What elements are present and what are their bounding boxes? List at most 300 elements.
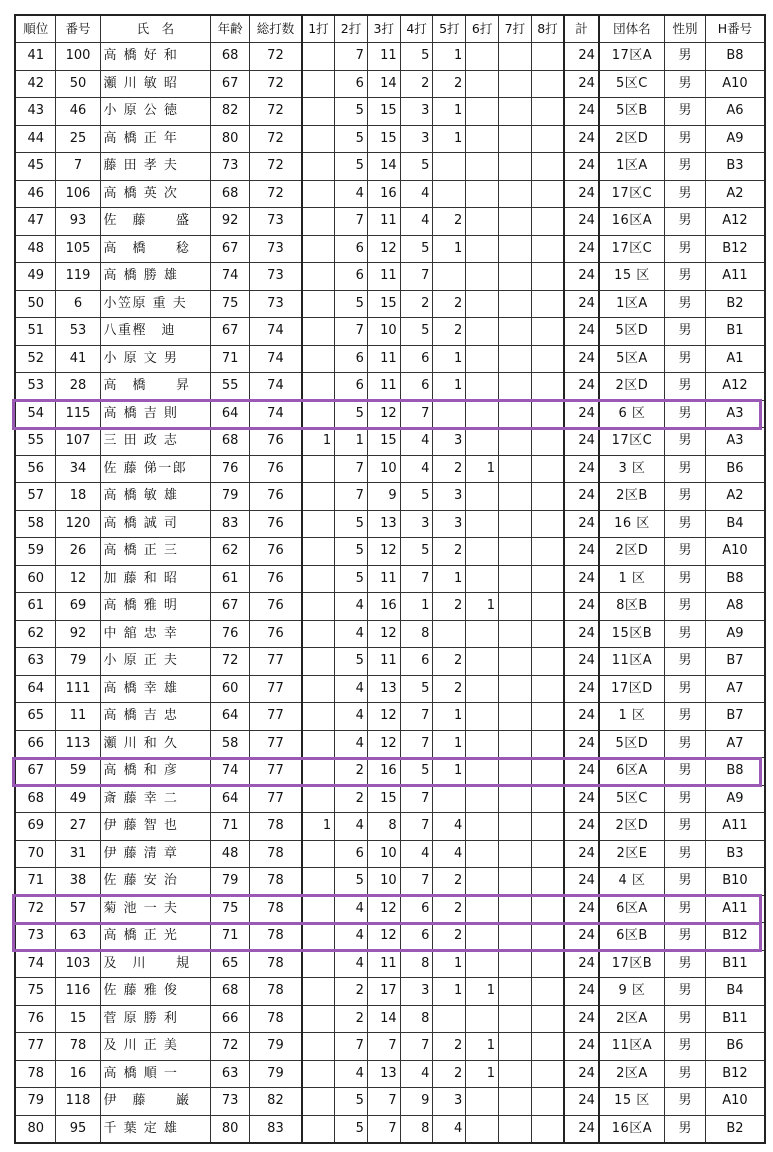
stroke-6-cell [466, 538, 499, 566]
rank-cell: 70 [15, 840, 56, 868]
stroke-5-cell: 1 [433, 345, 466, 373]
group-cell: 16区A [599, 1115, 665, 1143]
age-cell: 80 [211, 1115, 250, 1143]
name-cell: 高 橋 敏 雄 [100, 483, 211, 511]
stroke-6-cell: 1 [466, 1033, 499, 1061]
sex-cell: 男 [664, 510, 705, 538]
rank-cell: 51 [15, 318, 56, 346]
group-cell: 1区A [599, 153, 665, 181]
rank-cell: 64 [15, 675, 56, 703]
table-row [15, 950, 765, 978]
stroke-4-cell: 4 [400, 840, 433, 868]
group-cell: 1 区 [599, 703, 665, 731]
stroke-2-cell: 2 [335, 1005, 368, 1033]
stroke-7-cell [499, 703, 532, 731]
sex-cell: 男 [664, 895, 705, 923]
stroke-1-cell [302, 703, 335, 731]
stroke-4-cell: 7 [400, 868, 433, 896]
total-strokes-cell: 78 [250, 868, 302, 896]
table-row [15, 1005, 765, 1033]
sex-cell: 男 [664, 235, 705, 263]
stroke-7-cell [499, 483, 532, 511]
stroke-7-cell [499, 400, 532, 428]
stroke-3-cell: 16 [367, 593, 400, 621]
stroke-1-cell [302, 290, 335, 318]
stroke-8-cell [531, 593, 564, 621]
age-cell: 83 [211, 510, 250, 538]
stroke-2-cell: 4 [335, 620, 368, 648]
group-cell: 2区D [599, 538, 665, 566]
stroke-3-cell: 11 [367, 263, 400, 291]
group-cell: 5区C [599, 785, 665, 813]
stroke-7-cell [499, 648, 532, 676]
stroke-4-cell: 5 [400, 538, 433, 566]
stroke-2-cell: 5 [335, 538, 368, 566]
total-strokes-cell: 77 [250, 675, 302, 703]
age-cell: 68 [211, 43, 250, 71]
table-row [15, 868, 765, 896]
group-cell: 17区C [599, 180, 665, 208]
age-cell: 72 [211, 1033, 250, 1061]
sum-cell: 24 [564, 263, 599, 291]
stroke-7-cell [499, 620, 532, 648]
total-strokes-cell: 74 [250, 400, 302, 428]
stroke-6-cell [466, 125, 499, 153]
stroke-2-cell: 5 [335, 1088, 368, 1116]
stroke-3-cell: 8 [367, 813, 400, 841]
total-strokes-cell: 76 [250, 593, 302, 621]
sum-cell: 24 [564, 180, 599, 208]
stroke-2-cell: 2 [335, 758, 368, 786]
age-cell: 55 [211, 373, 250, 401]
table-row [15, 70, 765, 98]
stroke-3-cell: 17 [367, 978, 400, 1006]
rank-cell: 76 [15, 1005, 56, 1033]
table-row [15, 813, 765, 841]
stroke-6-cell [466, 620, 499, 648]
sex-cell: 男 [664, 868, 705, 896]
age-cell: 73 [211, 153, 250, 181]
sex-cell: 男 [664, 98, 705, 126]
stroke-7-cell [499, 758, 532, 786]
h-number-cell: B7 [705, 648, 765, 676]
group-cell: 6区B [599, 923, 665, 951]
table-row [15, 235, 765, 263]
rank-cell: 65 [15, 703, 56, 731]
h-number-cell: A12 [705, 373, 765, 401]
sex-cell: 男 [664, 1060, 705, 1088]
stroke-4-cell: 6 [400, 345, 433, 373]
stroke-4-cell: 2 [400, 70, 433, 98]
sex-cell: 男 [664, 180, 705, 208]
sum-cell: 24 [564, 43, 599, 71]
stroke-8-cell [531, 758, 564, 786]
number-cell: 41 [56, 345, 100, 373]
number-cell: 113 [56, 730, 100, 758]
number-cell: 38 [56, 868, 100, 896]
age-cell: 72 [211, 648, 250, 676]
age-cell: 71 [211, 345, 250, 373]
stroke-7-cell [499, 235, 532, 263]
sex-cell: 男 [664, 428, 705, 456]
stroke-8-cell [531, 648, 564, 676]
stroke-5-cell: 1 [433, 950, 466, 978]
stroke-6-cell [466, 1088, 499, 1116]
age-cell: 80 [211, 125, 250, 153]
stroke-1-cell [302, 593, 335, 621]
stroke-5-cell: 2 [433, 923, 466, 951]
group-cell: 2区E [599, 840, 665, 868]
stroke-3-cell: 15 [367, 125, 400, 153]
stroke-7-cell [499, 1060, 532, 1088]
rank-cell: 45 [15, 153, 56, 181]
number-cell: 115 [56, 400, 100, 428]
stroke-1-cell [302, 868, 335, 896]
sex-cell: 男 [664, 813, 705, 841]
name-cell: 高 橋 正 光 [100, 923, 211, 951]
stroke-1-cell [302, 235, 335, 263]
rank-cell: 78 [15, 1060, 56, 1088]
header-stroke-5: 5打 [433, 15, 466, 43]
stroke-4-cell: 3 [400, 510, 433, 538]
stroke-7-cell [499, 1005, 532, 1033]
table-row [15, 373, 765, 401]
stroke-8-cell [531, 868, 564, 896]
sum-cell: 24 [564, 125, 599, 153]
stroke-2-cell: 4 [335, 593, 368, 621]
table-row [15, 263, 765, 291]
stroke-4-cell: 3 [400, 125, 433, 153]
stroke-8-cell [531, 1005, 564, 1033]
stroke-4-cell: 3 [400, 98, 433, 126]
stroke-3-cell: 14 [367, 153, 400, 181]
table-row [15, 43, 765, 71]
stroke-8-cell [531, 895, 564, 923]
rank-cell: 61 [15, 593, 56, 621]
stroke-2-cell: 5 [335, 125, 368, 153]
stroke-2-cell: 7 [335, 455, 368, 483]
stroke-6-cell [466, 483, 499, 511]
sum-cell: 24 [564, 648, 599, 676]
stroke-8-cell [531, 318, 564, 346]
sum-cell: 24 [564, 675, 599, 703]
group-cell: 2区A [599, 1005, 665, 1033]
stroke-4-cell: 4 [400, 455, 433, 483]
stroke-2-cell: 4 [335, 895, 368, 923]
table-row [15, 153, 765, 181]
age-cell: 64 [211, 703, 250, 731]
sum-cell: 24 [564, 1060, 599, 1088]
total-strokes-cell: 78 [250, 1005, 302, 1033]
stroke-8-cell [531, 400, 564, 428]
total-strokes-cell: 74 [250, 318, 302, 346]
sum-cell: 24 [564, 1115, 599, 1143]
stroke-7-cell [499, 1033, 532, 1061]
name-cell: 高 橋 勝 雄 [100, 263, 211, 291]
sum-cell: 24 [564, 290, 599, 318]
stroke-3-cell: 11 [367, 565, 400, 593]
stroke-5-cell [433, 1005, 466, 1033]
sum-cell: 24 [564, 483, 599, 511]
stroke-4-cell: 7 [400, 400, 433, 428]
stroke-8-cell [531, 813, 564, 841]
header-number: 番号 [56, 15, 100, 43]
stroke-8-cell [531, 730, 564, 758]
stroke-1-cell [302, 373, 335, 401]
rank-cell: 44 [15, 125, 56, 153]
h-number-cell: B1 [705, 318, 765, 346]
sex-cell: 男 [664, 345, 705, 373]
rank-cell: 49 [15, 263, 56, 291]
h-number-cell: A2 [705, 180, 765, 208]
rank-cell: 50 [15, 290, 56, 318]
age-cell: 73 [211, 1088, 250, 1116]
age-cell: 79 [211, 868, 250, 896]
group-cell: 3 区 [599, 455, 665, 483]
stroke-5-cell [433, 620, 466, 648]
total-strokes-cell: 76 [250, 565, 302, 593]
number-cell: 6 [56, 290, 100, 318]
age-cell: 67 [211, 235, 250, 263]
sum-cell: 24 [564, 318, 599, 346]
total-strokes-cell: 77 [250, 785, 302, 813]
stroke-4-cell: 7 [400, 730, 433, 758]
stroke-1-cell [302, 785, 335, 813]
stroke-8-cell [531, 565, 564, 593]
stroke-4-cell: 8 [400, 620, 433, 648]
stroke-2-cell: 6 [335, 373, 368, 401]
rank-cell: 41 [15, 43, 56, 71]
table-row [15, 400, 765, 428]
stroke-8-cell [531, 950, 564, 978]
name-cell: 高 橋 英 次 [100, 180, 211, 208]
total-strokes-cell: 83 [250, 1115, 302, 1143]
stroke-8-cell [531, 510, 564, 538]
header-group: 団体名 [599, 15, 665, 43]
stroke-3-cell: 7 [367, 1115, 400, 1143]
stroke-8-cell [531, 263, 564, 291]
stroke-4-cell: 2 [400, 290, 433, 318]
stroke-5-cell: 1 [433, 978, 466, 1006]
stroke-3-cell: 12 [367, 895, 400, 923]
h-number-cell: A6 [705, 98, 765, 126]
stroke-7-cell [499, 125, 532, 153]
stroke-3-cell: 15 [367, 290, 400, 318]
stroke-2-cell: 5 [335, 1115, 368, 1143]
stroke-3-cell: 16 [367, 180, 400, 208]
stroke-2-cell: 6 [335, 70, 368, 98]
stroke-6-cell [466, 98, 499, 126]
age-cell: 92 [211, 208, 250, 236]
header-stroke-1: 1打 [302, 15, 335, 43]
number-cell: 92 [56, 620, 100, 648]
stroke-4-cell: 6 [400, 895, 433, 923]
group-cell: 15 区 [599, 1088, 665, 1116]
stroke-3-cell: 10 [367, 840, 400, 868]
stroke-2-cell: 4 [335, 950, 368, 978]
sex-cell: 男 [664, 290, 705, 318]
stroke-5-cell: 1 [433, 758, 466, 786]
sum-cell: 24 [564, 620, 599, 648]
sum-cell: 24 [564, 758, 599, 786]
number-cell: 100 [56, 43, 100, 71]
header-stroke-3: 3打 [367, 15, 400, 43]
stroke-6-cell [466, 70, 499, 98]
stroke-2-cell: 5 [335, 648, 368, 676]
h-number-cell: A11 [705, 263, 765, 291]
rank-cell: 54 [15, 400, 56, 428]
total-strokes-cell: 78 [250, 978, 302, 1006]
stroke-5-cell: 2 [433, 1060, 466, 1088]
stroke-4-cell: 5 [400, 758, 433, 786]
sex-cell: 男 [664, 318, 705, 346]
h-number-cell: A11 [705, 895, 765, 923]
sex-cell: 男 [664, 978, 705, 1006]
stroke-6-cell [466, 1115, 499, 1143]
name-cell: 高 橋 昇 [100, 373, 211, 401]
age-cell: 61 [211, 565, 250, 593]
stroke-8-cell [531, 70, 564, 98]
stroke-2-cell: 4 [335, 180, 368, 208]
stroke-6-cell [466, 345, 499, 373]
number-cell: 111 [56, 675, 100, 703]
stroke-8-cell [531, 455, 564, 483]
stroke-5-cell: 2 [433, 1033, 466, 1061]
stroke-2-cell: 6 [335, 840, 368, 868]
group-cell: 2区D [599, 373, 665, 401]
number-cell: 50 [56, 70, 100, 98]
h-number-cell: B12 [705, 923, 765, 951]
sex-cell: 男 [664, 373, 705, 401]
stroke-1-cell [302, 565, 335, 593]
number-cell: 34 [56, 455, 100, 483]
table-row [15, 648, 765, 676]
stroke-4-cell: 4 [400, 1060, 433, 1088]
h-number-cell: B11 [705, 1005, 765, 1033]
stroke-2-cell: 5 [335, 153, 368, 181]
stroke-5-cell: 2 [433, 648, 466, 676]
stroke-4-cell: 7 [400, 263, 433, 291]
stroke-7-cell [499, 263, 532, 291]
stroke-5-cell: 4 [433, 840, 466, 868]
stroke-4-cell: 8 [400, 1005, 433, 1033]
age-cell: 75 [211, 290, 250, 318]
name-cell: 小 原 正 夫 [100, 648, 211, 676]
stroke-6-cell [466, 1005, 499, 1033]
number-cell: 31 [56, 840, 100, 868]
total-strokes-cell: 82 [250, 1088, 302, 1116]
stroke-4-cell: 5 [400, 43, 433, 71]
sex-cell: 男 [664, 593, 705, 621]
stroke-7-cell [499, 565, 532, 593]
results-body [15, 43, 765, 1144]
stroke-1-cell [302, 950, 335, 978]
sum-cell: 24 [564, 538, 599, 566]
sex-cell: 男 [664, 758, 705, 786]
stroke-7-cell [499, 1088, 532, 1116]
stroke-7-cell [499, 510, 532, 538]
h-number-cell: A2 [705, 483, 765, 511]
stroke-8-cell [531, 345, 564, 373]
header-stroke-2: 2打 [335, 15, 368, 43]
group-cell: 16 区 [599, 510, 665, 538]
stroke-1-cell [302, 400, 335, 428]
stroke-7-cell [499, 318, 532, 346]
rank-cell: 57 [15, 483, 56, 511]
number-cell: 59 [56, 758, 100, 786]
stroke-7-cell [499, 373, 532, 401]
name-cell: 瀬 川 敏 昭 [100, 70, 211, 98]
name-cell: 千 葉 定 雄 [100, 1115, 211, 1143]
stroke-7-cell [499, 98, 532, 126]
name-cell: 高 橋 正 年 [100, 125, 211, 153]
age-cell: 68 [211, 180, 250, 208]
sum-cell: 24 [564, 923, 599, 951]
stroke-7-cell [499, 43, 532, 71]
stroke-8-cell [531, 235, 564, 263]
stroke-8-cell [531, 978, 564, 1006]
stroke-4-cell: 6 [400, 923, 433, 951]
age-cell: 68 [211, 978, 250, 1006]
stroke-2-cell: 7 [335, 483, 368, 511]
name-cell: 伊 藤 巌 [100, 1088, 211, 1116]
stroke-5-cell: 3 [433, 483, 466, 511]
total-strokes-cell: 78 [250, 840, 302, 868]
h-number-cell: B8 [705, 43, 765, 71]
stroke-8-cell [531, 840, 564, 868]
stroke-6-cell [466, 675, 499, 703]
stroke-5-cell: 2 [433, 593, 466, 621]
stroke-8-cell [531, 785, 564, 813]
stroke-1-cell [302, 483, 335, 511]
sex-cell: 男 [664, 400, 705, 428]
h-number-cell: B10 [705, 868, 765, 896]
number-cell: 119 [56, 263, 100, 291]
age-cell: 63 [211, 1060, 250, 1088]
group-cell: 5区D [599, 318, 665, 346]
name-cell: 高 橋 幸 雄 [100, 675, 211, 703]
table-row [15, 620, 765, 648]
stroke-5-cell: 3 [433, 510, 466, 538]
header-age: 年齢 [211, 15, 250, 43]
group-cell: 6区A [599, 758, 665, 786]
stroke-6-cell [466, 785, 499, 813]
rank-cell: 60 [15, 565, 56, 593]
stroke-1-cell: 1 [302, 428, 335, 456]
total-strokes-cell: 76 [250, 510, 302, 538]
age-cell: 64 [211, 400, 250, 428]
table-row [15, 703, 765, 731]
stroke-6-cell: 1 [466, 593, 499, 621]
total-strokes-cell: 77 [250, 648, 302, 676]
rank-cell: 46 [15, 180, 56, 208]
stroke-1-cell [302, 1060, 335, 1088]
table-row [15, 290, 765, 318]
group-cell: 17区C [599, 235, 665, 263]
name-cell: 中 舘 忠 幸 [100, 620, 211, 648]
name-cell: 及 川 規 [100, 950, 211, 978]
stroke-2-cell: 4 [335, 730, 368, 758]
header-row [15, 15, 765, 43]
name-cell: 菊 池 一 夫 [100, 895, 211, 923]
rank-cell: 62 [15, 620, 56, 648]
stroke-7-cell [499, 978, 532, 1006]
sex-cell: 男 [664, 648, 705, 676]
group-cell: 5区A [599, 345, 665, 373]
stroke-2-cell: 2 [335, 785, 368, 813]
age-cell: 67 [211, 70, 250, 98]
stroke-1-cell [302, 840, 335, 868]
